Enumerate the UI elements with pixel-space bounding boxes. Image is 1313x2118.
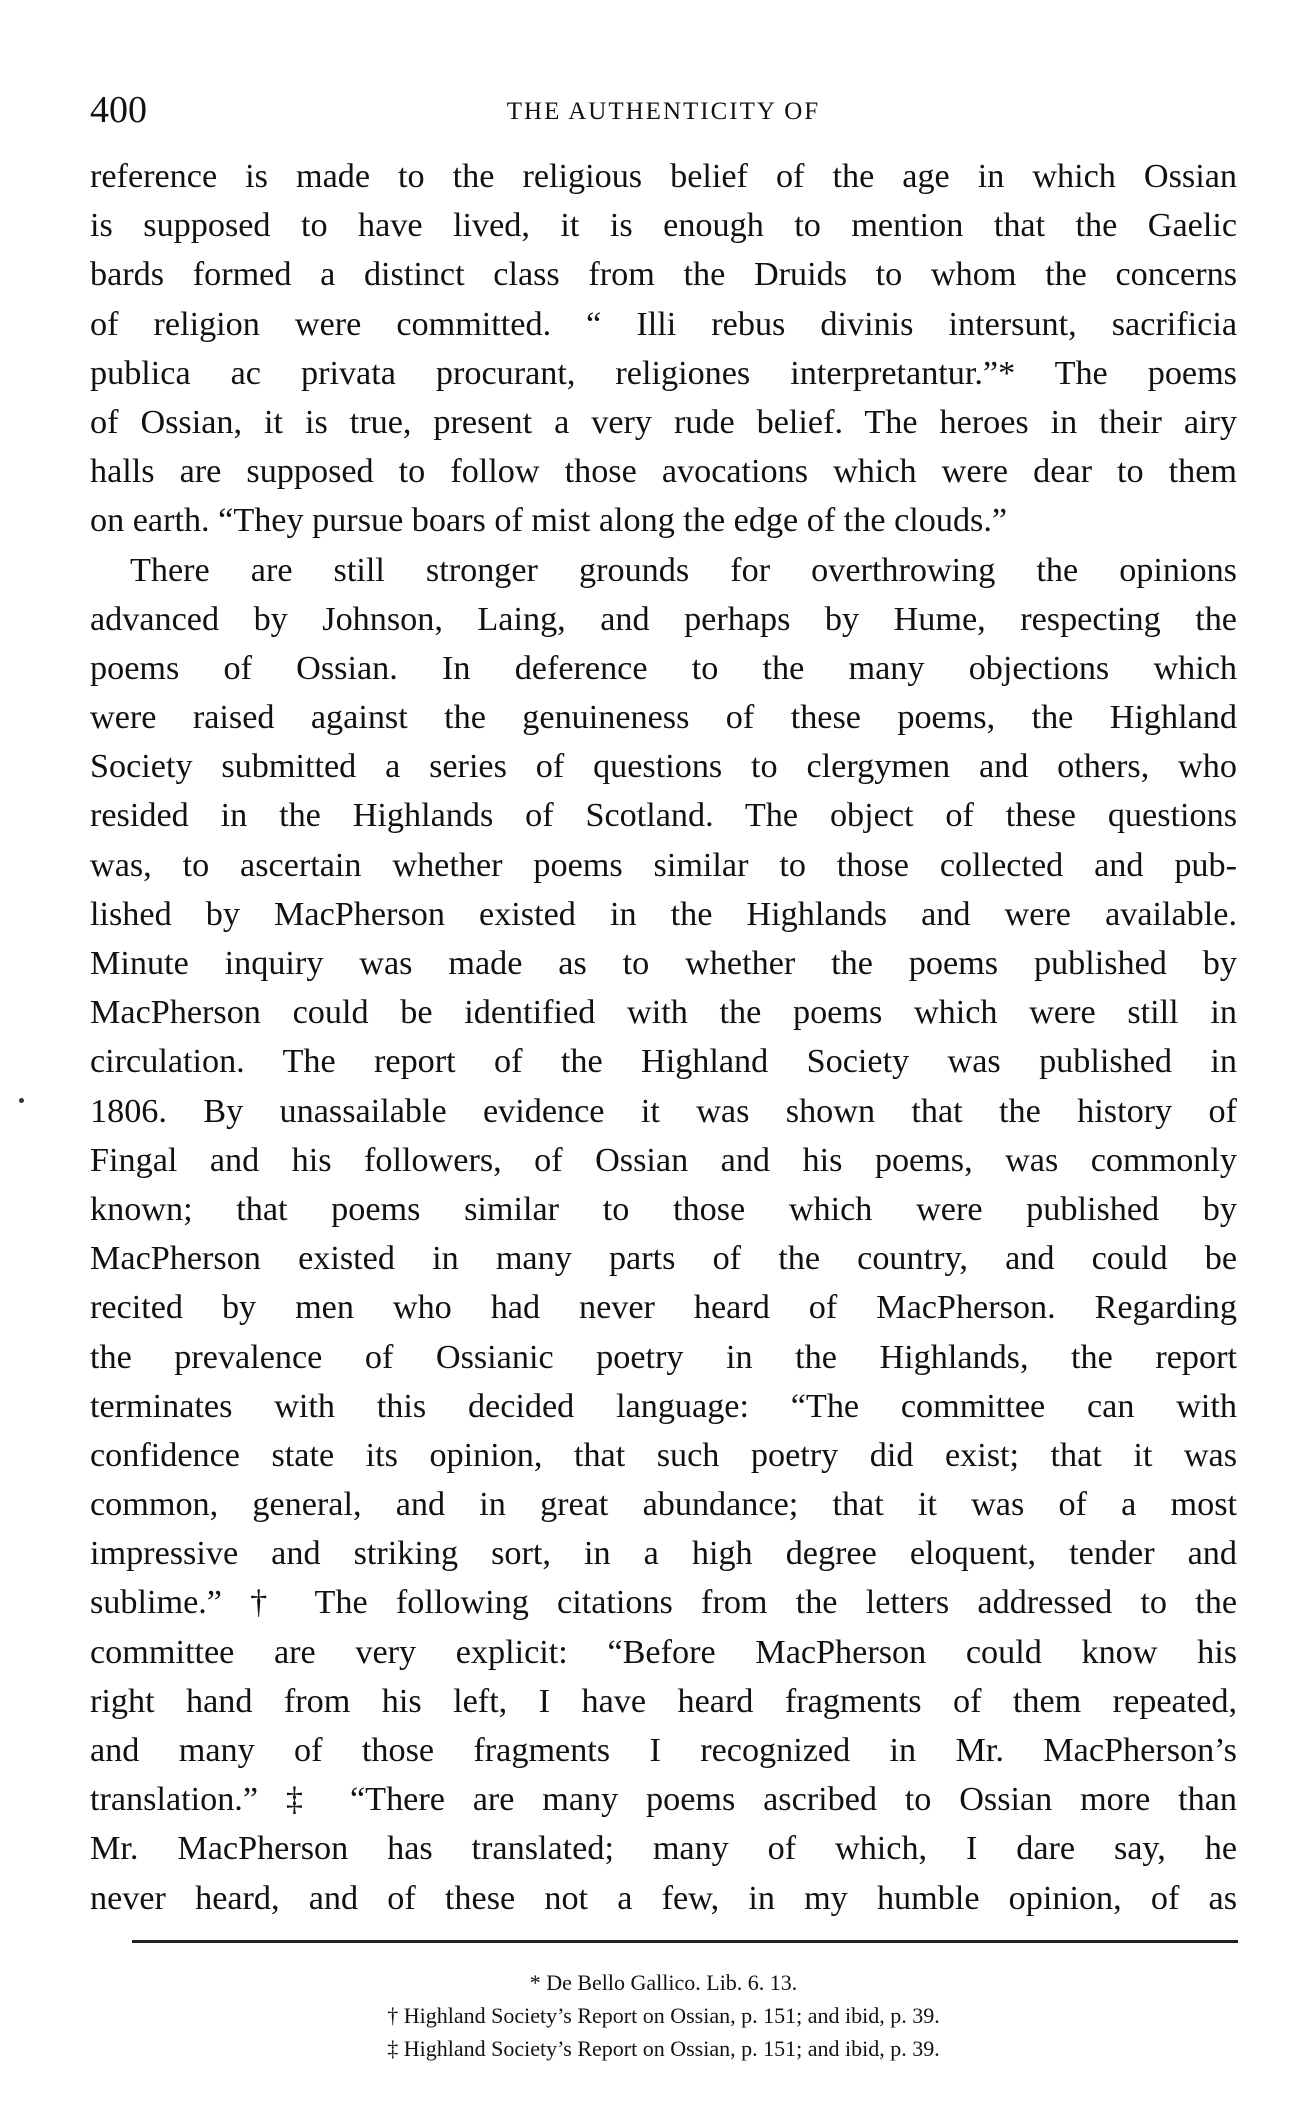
text-line: sublime.” † The following citations from the letters addressed to the <box>90 1584 1237 1622</box>
text-line: circulation. The report of the Highland Society was published in <box>90 1043 1237 1081</box>
text-line: halls are supposed to follow those avocations which were dear to them <box>90 453 1237 491</box>
text-line: impressive and striking sort, in a high degree eloquent, tender and <box>90 1535 1237 1573</box>
footnote-double-dagger: ‡ Highland Society’s Report on Ossian, p. 151; and ibid, p. 39. <box>387 2036 940 2061</box>
running-title: THE AUTHENTICITY OF <box>506 98 821 125</box>
text-line: on earth. “They pursue boars of mist along the edge of the clouds.” <box>90 502 1008 540</box>
text-line: Minute inquiry was made as to whether the poems published by <box>90 945 1237 982</box>
footnote-asterisk: * De Bello Gallico. Lib. 6. 13. <box>529 1970 798 1995</box>
text-line: were raised against the genuineness of these poems, the Highland <box>90 699 1237 737</box>
text-line: known; that poems similar to those which were published by <box>90 1190 1237 1228</box>
text-line: common, general, and in great abundance; that it was of a most <box>90 1486 1237 1524</box>
footnote-divider <box>132 1940 1238 1943</box>
text-line: 1806. By unassailable evidence it was shown that the history of <box>90 1092 1237 1130</box>
text-line: Society submitted a series of questions to clergymen and others, who <box>90 748 1237 786</box>
text-line: publica ac privata procurant, religiones interpretantur.”* The poems <box>90 354 1237 392</box>
text-line: confidence state its opinion, that such poetry did exist; that it was <box>90 1436 1237 1474</box>
running-head <box>90 88 1237 138</box>
text-line: right hand from his left, I have heard fragments of them repeated, <box>90 1682 1237 1720</box>
text-line: of Ossian, it is true, present a very rude belief. The heroes in their airy <box>90 403 1237 441</box>
text-line: poems of Ossian. In deference to the many objections which <box>90 649 1237 687</box>
text-line: bards formed a distinct class from the Druids to whom the concerns <box>90 256 1237 294</box>
text-line: resided in the Highlands of Scotland. The object of these questions <box>90 797 1237 835</box>
text-line: and many of those fragments I recognized in Mr. MacPherson’s <box>90 1732 1237 1769</box>
text-line: reference is made to the religious belief of the age in which Ossian <box>90 158 1237 195</box>
text-line: never heard, and of these not a few, in my humble opinion, of as <box>90 1879 1237 1917</box>
text-line: translation.” ‡ “There are many poems ascribed to Ossian more than <box>90 1781 1237 1819</box>
text-line: was, to ascertain whether poems similar to those collected and pub- <box>90 846 1237 884</box>
footnote-dagger: † Highland Society’s Report on Ossian, p. 151; and ibid, p. 39. <box>387 2003 940 2028</box>
page-number: 400 <box>90 89 147 131</box>
footnotes <box>90 1966 1237 2065</box>
text-line: of religion were committed. “ Illi rebus divinis intersunt, sacrificia <box>90 305 1237 343</box>
text-line: recited by men who had never heard of MacPherson. Regarding <box>90 1289 1237 1327</box>
text-line: Mr. MacPherson has translated; many of which, I dare say, he <box>90 1830 1237 1868</box>
margin-ink-speck <box>19 1098 24 1103</box>
text-line: is supposed to have lived, it is enough to mention that the Gaelic <box>90 207 1237 245</box>
text-line: advanced by Johnson, Laing, and perhaps by Hume, respecting the <box>90 600 1237 638</box>
text-line: the prevalence of Ossianic poetry in the Highlands, the report <box>90 1338 1237 1376</box>
text-line: There are still stronger grounds for overthrowing the opinions <box>130 551 1237 589</box>
text-line: MacPherson existed in many parts of the country, and could be <box>90 1240 1237 1278</box>
body-text <box>90 152 1237 1923</box>
text-line: committee are very explicit: “Before MacPherson could know his <box>90 1633 1237 1671</box>
text-line: lished by MacPherson existed in the Highlands and were available. <box>90 895 1237 933</box>
text-line: terminates with this decided language: “The committee can with <box>90 1387 1237 1425</box>
text-line: MacPherson could be identified with the poems which were still in <box>90 994 1237 1032</box>
text-line: Fingal and his followers, of Ossian and his poems, was commonly <box>90 1141 1237 1179</box>
